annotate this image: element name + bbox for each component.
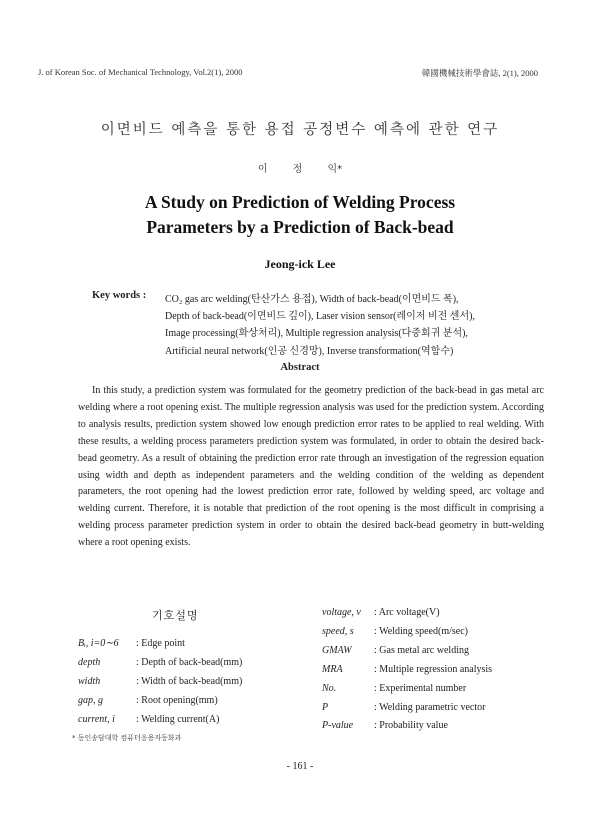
nomenclature-definition: : Welding speed(m/sec) — [374, 626, 468, 637]
abstract-heading: Abstract — [280, 362, 320, 373]
keywords-line: CO₂ gas arc welding(탄산가스 용접), Width of back-bead(이면비드 폭), — [165, 294, 459, 305]
keywords-line: Image processing(화상처리), Multiple regression analysis(다중회귀 분석), — [165, 328, 468, 340]
nomenclature-definition: : Experimental number — [374, 683, 467, 694]
nomenclature-symbol: width — [78, 676, 101, 687]
nomenclature-definition: : Welding current(A) — [136, 714, 220, 725]
nomenclature-symbol: gap, g — [78, 695, 103, 706]
nomenclature-symbol: current, i — [78, 714, 115, 725]
nomenclature-symbol: MRA — [322, 664, 343, 675]
nomenclature-definition: : Multiple regression analysis — [374, 664, 493, 675]
keywords-line: Artificial neural network(인공 신경망), Inverse transformation(역함수) — [165, 345, 454, 357]
nomenclature-symbol: P-value — [322, 720, 354, 731]
nomenclature-definition: : Arc voltage(V) — [374, 607, 440, 618]
nomenclature-definition: : Probability value — [374, 720, 448, 731]
title-english-line-1: A Study on Prediction of Welding Process — [144, 192, 456, 212]
title-english — [0, 190, 600, 240]
nomenclature-symbol: No. — [322, 683, 337, 694]
nomenclature-definition: : Width of back-bead(mm) — [136, 676, 243, 687]
page-number: - 161 - — [286, 761, 314, 772]
nomenclature-definition: : Welding parametric vector — [374, 702, 486, 713]
nomenclature-symbol: GMAW — [322, 645, 352, 656]
author-korean: 이 정 익* — [257, 164, 343, 175]
nomenclature-definition: : Depth of back-bead(mm) — [136, 657, 243, 668]
journal-header-right: 韓國機械技術學會誌, 2(1), 2000 — [421, 68, 538, 78]
nomenclature-symbol: P — [322, 702, 329, 713]
author-affiliation-footnote: * 동인송담대학 컴퓨터응용자동화과 — [72, 734, 182, 742]
abstract-body: In this study, a prediction system was formulated for the geometry prediction of the back-bead in gas metal arc welding where a root opening exist. The multiple regression analysis was used for the prediction system. According to analysis results, prediction system showed low enough prediction error rates to be applied to real welding. With these results, a welding process parameters prediction system was formulated, in order to obtain the desired back-bead geometry. As a result of obtaining the prediction error rate through an investigation of the regression equation using width and depth as independent parameters and the welding condition of the welding as dependent parameters, the root opening had the lowest prediction error rate, followed by welding speed, arc voltage and welding current. Therefore, it is notable that prediction of the root opening is the most difficult in comprising a welding process parameter prediction system in order to obtain the desired back-bead geometry in butt-welding where a root opening exists. — [78, 385, 544, 549]
nomenclature-definition: : Root opening(mm) — [136, 695, 218, 706]
keywords-line: Depth of back-bead(이면비드 깊이), Laser vision sensor(레이저 비전 센서), — [165, 311, 475, 323]
title-korean: 이면비드 예측을 통한 용접 공정변수 예측에 관한 연구 — [100, 122, 500, 138]
nomenclature-symbol: speed, s — [322, 626, 354, 637]
nomenclature-symbol: Bᵢ, i=0∼6 — [78, 638, 119, 649]
keywords-list — [165, 290, 545, 359]
journal-header-left: J. of Korean Soc. of Mechanical Technology, Vol.2(1), 2000 — [38, 67, 243, 77]
nomenclature-symbol: voltage, v — [322, 607, 361, 618]
title-english-line-2: Parameters by a Prediction of Back-bead — [146, 217, 454, 237]
nomenclature-symbol: depth — [78, 657, 101, 668]
nomenclature-definition: : Gas metal arc welding — [374, 645, 469, 656]
keywords-label: Key words : — [92, 290, 147, 301]
nomenclature-definition: : Edge point — [136, 638, 185, 649]
author-english: Jeong-ick Lee — [264, 257, 336, 271]
nomenclature-heading: 기호설명 — [152, 609, 199, 622]
